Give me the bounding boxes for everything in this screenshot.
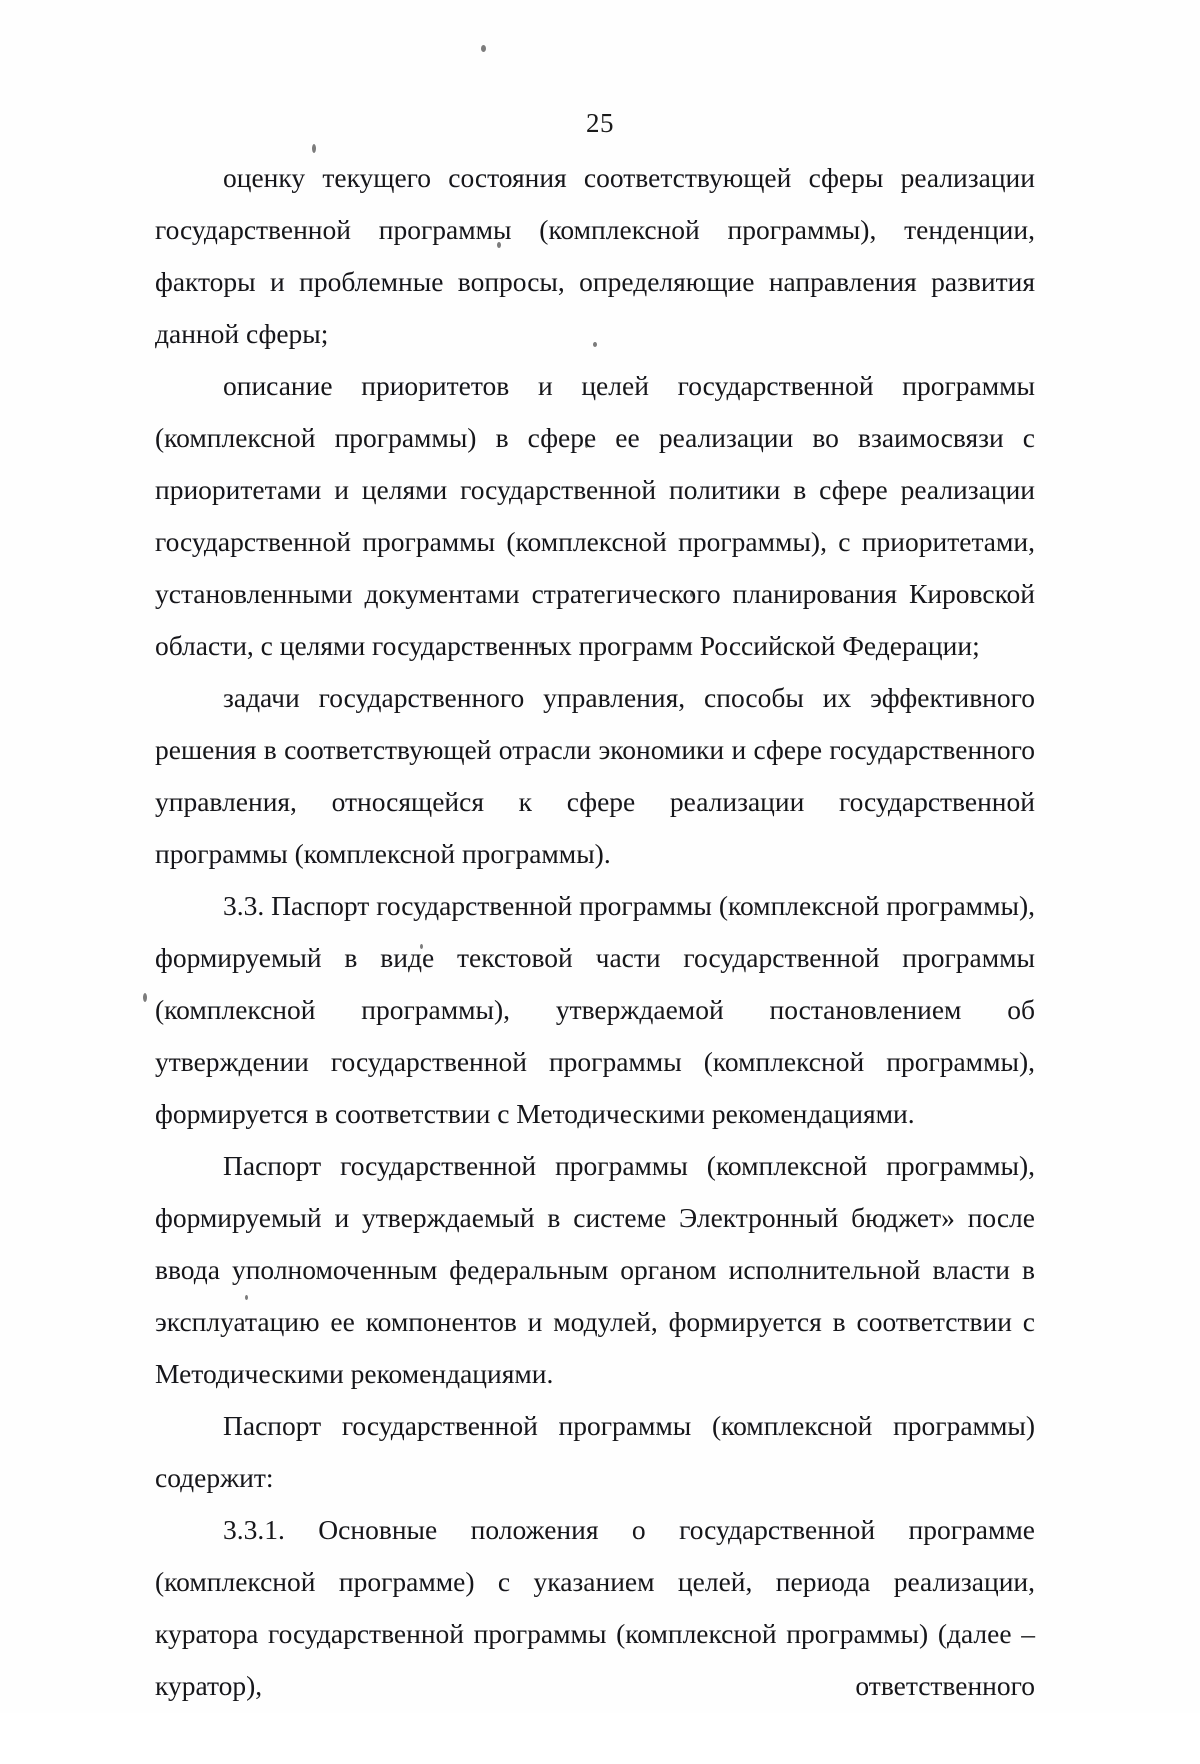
paragraph-5: Паспорт государственной программы (комплексной программы), формируемый и утверждаемый в системе Электронный бюджет» после ввода уполномоченным федеральным органом исполнительной власти в эксплуатацию ее компонентов и модулей, формируется в соответствии с Методическими рекомендациями. xyxy=(155,1150,1035,1389)
paragraph-6: Паспорт государственной программы (комплексной программы) содержит: xyxy=(155,1410,1035,1493)
paragraph-1: оценку текущего состояния соответствующей сферы реализации государственной программы (комплексной программы), тенденции, факторы и проблемные вопросы, определяющие направления развития данной сферы; xyxy=(155,162,1035,349)
paragraph-4: 3.3. Паспорт государственной программы (комплексной программы), формируемый в виде текстовой части государственной программы (комплексной программы), утверждаемой постановлением об утверждении государственной программы (комплексной программы), формируется в соответствии с Методическими рекомендациями. xyxy=(155,890,1035,1129)
page-number: 25 xyxy=(586,108,614,138)
paragraph-3: задачи государственного управления, способы их эффективного решения в соответствующей отрасли экономики и сфере государственного управления, относящейся к сфере реализации государственной программы (комплексной программы). xyxy=(155,682,1035,869)
document-body xyxy=(155,152,1035,1764)
paragraph-7: 3.3.1. Основные положения о государственной программе (комплексной программе) с указанием целей, периода реализации, куратора государственной программы (комплексной программы) (далее – куратор), ответственного xyxy=(155,1514,1035,1701)
scan-speck xyxy=(481,45,486,52)
paragraph-2: описание приоритетов и целей государственной программы (комплексной программы) в сфере ее реализации во взаимосвязи с приоритетами и целями государственной политики в сфере реализации государственной программы (комплексной программы), с приоритетами, установленными документами стратегического планирования Кировской области, с целями государственных программ Российской Федерации; xyxy=(155,370,1035,661)
scan-speck xyxy=(143,993,147,1002)
